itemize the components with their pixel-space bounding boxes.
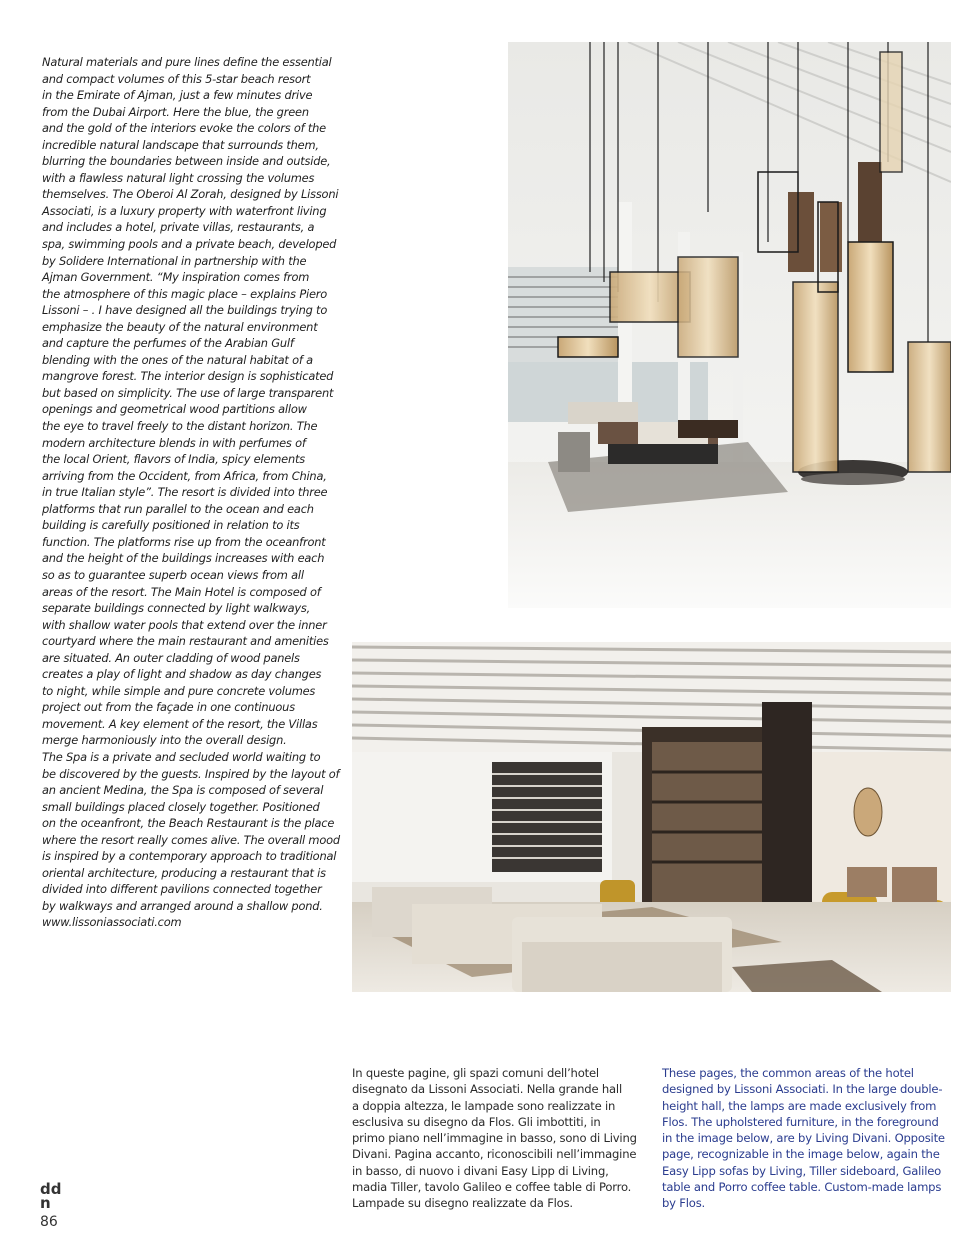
article-line: by walkways and arranged around a shallow pond. (42, 898, 323, 913)
article-line: openings and geometrical wood partitions allow (42, 402, 307, 417)
article-line: Natural materials and pure lines define the essential (42, 55, 332, 69)
article-line: is inspired by a contemporary approach to traditional (42, 849, 337, 864)
article-line: The Spa is a private and secluded world waiting to (42, 749, 321, 764)
article-line: by Solidere International in partnership with the (42, 253, 307, 268)
caption-it-line: Lampade su disegno realizzate da Flos. (352, 1196, 573, 1211)
caption-en-line: page, recognizable in the image below, again the (662, 1147, 940, 1162)
article-line: where the resort really comes alive. The overall mood (42, 832, 340, 847)
article-line: Ajman Government. “My inspiration comes from (42, 270, 310, 285)
article-line: separate buildings connected by light walkways, (42, 601, 311, 616)
article-line: and the gold of the interiors evoke the colors of the (42, 121, 326, 136)
caption-it-line: primo piano nell’immagine in basso, sono di Living (352, 1131, 637, 1146)
article-line: divided into different pavilions connected together (42, 882, 322, 897)
hall-photo (508, 42, 951, 608)
article-line: be discovered by the guests. Inspired by the layout of (42, 766, 340, 781)
article-line: movement. A key element of the resort, the Villas (42, 716, 318, 731)
article-line: from the Dubai Airport. Here the blue, the green (42, 104, 309, 119)
caption-it-line: esclusiva su disegno da Flos. Gli imbottiti, in (352, 1114, 601, 1129)
magazine-logo (40, 1180, 68, 1210)
article-line: blurring the boundaries between inside and outside, (42, 154, 331, 169)
svg-text:n: n (40, 1194, 51, 1210)
caption-en-line: Flos. The upholstered furniture, in the foreground (662, 1114, 939, 1129)
article-line: arriving from the Occident, from Africa, from China, (42, 468, 327, 483)
article-body (42, 54, 340, 931)
article-line: an ancient Medina, the Spa is composed of several (42, 783, 324, 798)
caption-it-line: disegnato da Lissoni Associati. Nella grande hall (352, 1082, 622, 1097)
article-line: function. The platforms rise up from the oceanfront (42, 534, 326, 549)
article-line: emphasize the beauty of the natural environment (42, 319, 318, 334)
lounge-photo (352, 642, 951, 992)
article-line: the atmosphere of this magic place – explains Piero (42, 286, 328, 301)
article-line: modern architecture blends in with perfumes of (42, 435, 306, 450)
caption-it-line: in basso, di nuovo i divani Easy Lipp di Living, (352, 1163, 609, 1178)
article-line: but based on simplicity. The use of large transparent (42, 385, 334, 400)
article-line: Associati, is a luxury property with waterfront living (42, 203, 327, 218)
article-line: on the oceanfront, the Beach Restaurant is the place (42, 816, 335, 831)
article-line: areas of the resort. The Main Hotel is composed of (42, 584, 321, 599)
article-line: and includes a hotel, private villas, restaurants, a (42, 220, 315, 235)
article-line: Lissoni – . I have designed all the buildings trying to (42, 303, 328, 318)
caption-en-line: by Flos. (662, 1196, 706, 1211)
article-line: creates a play of light and shadow as day changes (42, 667, 322, 682)
caption-it-line: Divani. Pagina accanto, riconoscibili nell’immagine (352, 1147, 637, 1162)
caption-english (662, 1065, 962, 1212)
article-line: and the height of the buildings increases with each (42, 551, 325, 566)
article-line: courtyard where the main restaurant and amenities (42, 634, 329, 649)
article-line: blending with the ones of the natural habitat of a (42, 352, 313, 367)
caption-en-line: table and Porro coffee table. Custom-made lamps (662, 1180, 942, 1195)
caption-it-line: a doppia altezza, le lampade sono realizzate in (352, 1098, 616, 1113)
article-line: mangrove forest. The interior design is sophisticated (42, 369, 334, 384)
article-line: with a flawless natural light crossing the volumes (42, 170, 315, 185)
article-line: www.lissoniassociati.com (42, 915, 182, 930)
article-line: so as to guarantee superb ocean views from all (42, 567, 304, 582)
article-line: are situated. An outer cladding of wood panels (42, 650, 300, 665)
caption-it-line: madia Tiller, tavolo Galileo e coffee table di Porro. (352, 1180, 632, 1195)
article-line: building is carefully positioned in relation to its (42, 518, 300, 533)
article-line: in true Italian style”. The resort is divided into three (42, 485, 328, 500)
article-line: to night, while simple and pure concrete volumes (42, 683, 316, 698)
caption-en-line: designed by Lissoni Associati. In the large double- (662, 1082, 943, 1097)
article-line: with shallow water pools that extend over the inner (42, 617, 327, 632)
article-line: spa, swimming pools and a private beach, developed (42, 237, 337, 252)
article-line: project out from the façade in one continuous (42, 700, 295, 715)
article-line: oriental architecture, producing a restaurant that is (42, 865, 326, 880)
svg-text:dd: dd (40, 1180, 62, 1198)
article-line: incredible natural landscape that surrounds them, (42, 137, 319, 152)
caption-en-line: height hall, the lamps are made exclusively from (662, 1098, 937, 1113)
page-number: 86 (40, 1214, 58, 1230)
article-line: the eye to travel freely to the distant horizon. The (42, 419, 318, 434)
caption-italian (352, 1065, 652, 1212)
caption-en-line: in the image below, are by Living Divani. Opposite (662, 1131, 945, 1146)
article-line: merge harmoniously into the overall design. (42, 733, 287, 748)
article-line: and compact volumes of this 5-star beach resort (42, 71, 311, 86)
caption-en-line: Easy Lipp sofas by Living, Tiller sideboard, Galileo (662, 1163, 942, 1178)
article-line: platforms that run parallel to the ocean and each (42, 501, 314, 516)
article-line: small buildings placed closely together. Positioned (42, 799, 320, 814)
article-line: themselves. The Oberoi Al Zorah, designed by Lissoni (42, 187, 339, 202)
article-line: in the Emirate of Ajman, just a few minutes drive (42, 88, 313, 103)
article-line: and capture the perfumes of the Arabian Gulf (42, 336, 294, 351)
caption-it-line: In queste pagine, gli spazi comuni dell’hotel (352, 1066, 599, 1080)
caption-en-line: These pages, the common areas of the hotel (662, 1066, 914, 1080)
article-line: the local Orient, flavors of India, spicy elements (42, 452, 305, 467)
